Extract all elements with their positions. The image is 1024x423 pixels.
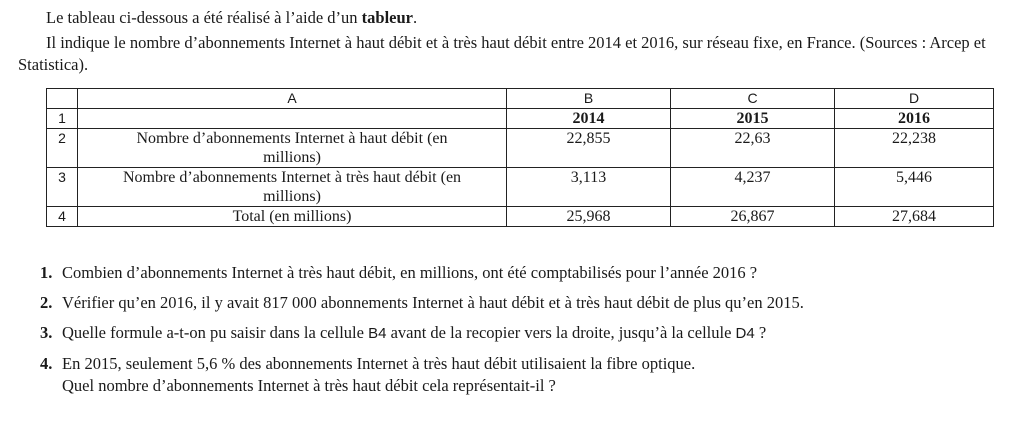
intro-text-end: .: [413, 8, 418, 27]
value-cell: 22,238: [835, 129, 994, 168]
value-cell: 22,855: [507, 129, 671, 168]
question-text: Combien d’abonnements Internet à très haut débit, en millions, ont été comptabilisés pour l’année 2016 ?: [62, 263, 758, 282]
question-list: [40, 262, 1010, 405]
question-line: En 2015, seulement 5,6 % des abonnements Internet à très haut débit utilisaient la fibre optique.: [62, 354, 696, 373]
col-header-d: D: [835, 89, 994, 109]
col-header-a: A: [78, 89, 507, 109]
row-label: Nombre d’abonnements Internet à très haut débit (en millions): [78, 168, 507, 207]
col-header-b: B: [507, 89, 671, 109]
intro-paragraph-2: Il indique le nombre d’abonnements Internet à haut débit et à très haut débit entre 2014 et 2016, sur réseau fixe, en France. (Sources : Arcep et Statistica).: [18, 33, 986, 74]
column-header-row: [47, 89, 994, 109]
cell-reference: B4: [368, 325, 387, 342]
question-number: 2.: [40, 293, 53, 312]
value-cell: 26,867: [671, 207, 835, 227]
question-text-part: Quelle formule a-t-on pu saisir dans la cellule: [62, 323, 369, 342]
value-cell: 5,446: [835, 168, 994, 207]
row-number: 2: [47, 129, 78, 168]
spreadsheet-table: [46, 88, 994, 227]
intro-bold-word: tableur: [361, 8, 413, 27]
value-cell: 22,63: [671, 129, 835, 168]
row-label: Nombre d’abonnements Internet à haut débit (en millions): [78, 129, 507, 168]
table-row: [47, 129, 994, 168]
value-cell: 25,968: [507, 207, 671, 227]
year-cell: 2015: [671, 109, 835, 129]
question-number: 1.: [40, 263, 53, 282]
value-cell: 27,684: [835, 207, 994, 227]
intro-text: Le tableau ci-dessous a été réalisé à l’aide d’un: [46, 8, 362, 27]
year-cell: 2014: [507, 109, 671, 129]
question-item: [40, 322, 1010, 345]
col-header-c: C: [671, 89, 835, 109]
cell-reference: D4: [735, 325, 755, 342]
row-label: Total (en millions): [78, 207, 507, 227]
value-cell: 3,113: [507, 168, 671, 207]
question-text-part: ?: [754, 323, 767, 342]
question-item: [40, 292, 1010, 314]
question-text-part: avant de la recopier vers la droite, jusqu’à la cellule: [386, 323, 736, 342]
table-row: [47, 109, 994, 129]
value-cell: 4,237: [671, 168, 835, 207]
intro-paragraph-1: [46, 7, 1024, 29]
question-item: [40, 353, 1010, 397]
question-item: [40, 262, 1010, 284]
row-number: 1: [47, 109, 78, 129]
row-number: 4: [47, 207, 78, 227]
corner-cell: [47, 89, 78, 109]
question-number: 3.: [40, 323, 53, 342]
question-line: Quel nombre d’abonnements Internet à très haut débit cela représentait-il ?: [62, 376, 556, 395]
row-label: [78, 109, 507, 129]
table-row: [47, 168, 994, 207]
question-number: 4.: [40, 354, 53, 373]
year-cell: 2016: [835, 109, 994, 129]
row-number: 3: [47, 168, 78, 207]
question-text: [62, 353, 695, 397]
question-text: [62, 322, 766, 345]
table-row: [47, 207, 994, 227]
question-text: Vérifier qu’en 2016, il y avait 817 000 abonnements Internet à haut débit et à très haut débit de plus qu’en 2015.: [62, 293, 804, 312]
